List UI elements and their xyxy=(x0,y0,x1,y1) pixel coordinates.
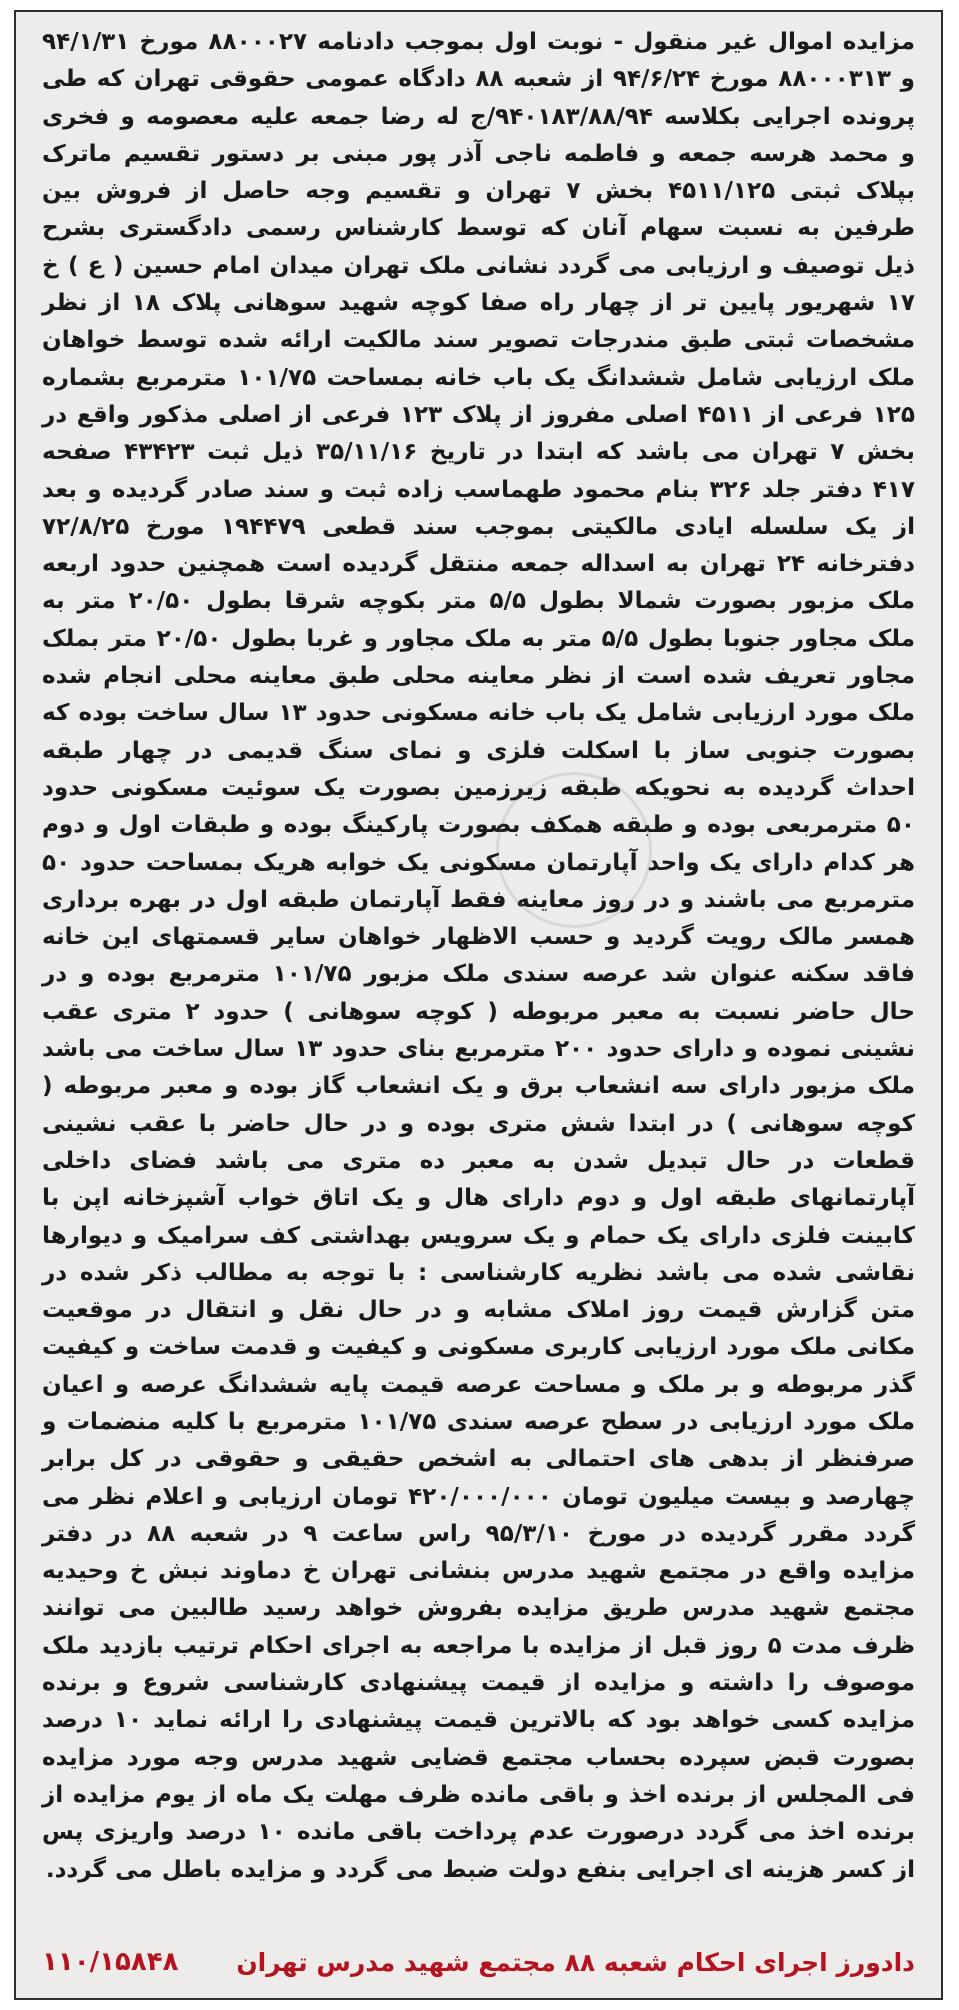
issuer-signature: دادورز اجرای احکام شعبه ۸۸ مجتمع شهید مدرس تهران xyxy=(236,1947,915,1977)
newspaper-clipping xyxy=(14,10,943,2000)
reference-number: ۱۱۰/۱۵۸۴۸ xyxy=(42,1947,179,1977)
notice-footer xyxy=(42,1936,915,1988)
auction-notice-body: مزایده اموال غیر منقول - نوبت اول بموجب دادنامه ۸۸۰۰۰۲۷ مورخ ۹۴/۱/۳۱ و ۸۸۰۰۰۳۱۳ مورخ ۹۴/۶/۲۴ از شعبه ۸۸ دادگاه عمومی حقوقی تهران که طی پرونده اجرایی بکلاسه ۹۴۰۱۸۳/۸۸/۹۴/ج له رضا جمعه علیه معصومه و فخری و محمد هرسه جمعه و فاطمه ناجی آذر پور مبنی بر دستور تقسیم ماترک بپلاک ثبتی ۴۵۱۱/۱۲۵ بخش ۷ تهران و تقسیم وجه حاصل از فروش بین طرفین به نسبت سهام آنان که توسط کارشناس رسمی دادگستری بشرح ذیل توصیف و ارزیابی می گردد نشانی ملک تهران میدان امام حسین ( ع ) خ ۱۷ شهریور پایین تر از چهار راه صفا کوچه شهید سوهانی پلاک ۱۸ از نظر مشخصات ثبتی طبق مندرجات تصویر سند مالکیت ارائه شده توسط خواهان ملک ارزیابی شامل ششدانگ یک باب خانه بمساحت ۱۰۱/۷۵ مترمربع بشماره ۱۲۵ فرعی از ۴۵۱۱ اصلی مفروز از پلاک ۱۲۳ فرعی از اصلی مذکور واقع در بخش ۷ تهران می باشد که ابتدا در تاریخ ۳۵/۱۱/۱۶ ذیل ثبت ۴۳۴۲۳ صفحه ۴۱۷ دفتر جلد ۳۲۶ بنام محمود طهماسب زاده ثبت و سند صادر گردیده و بعد از یک سلسله ایادی مالکیتی بموجب سند قطعی ۱۹۴۴۷۹ مورخ ۷۲/۸/۲۵ دفترخانه ۲۴ تهران به اسداله جمعه منتقل گردیده است همچنین حدود اربعه ملک مزبور بصورت شمالا بطول ۵/۵ متر بکوچه شرقا بطول ۲۰/۵۰ متر به ملک مجاور جنوبا بطول ۵/۵ متر به ملک مجاور و غربا بطول ۲۰/۵۰ متر بملک مجاور تعریف شده است از نظر معاینه محلی طبق معاینه محلی انجام شده ملک مورد ارزیابی شامل یک باب خانه مسکونی حدود ۱۳ سال ساخت بوده که بصورت جنوبی ساز با اسکلت فلزی و نمای سنگ قدیمی در چهار طبقه احداث گردیده به نحویکه طبقه زیرزمین بصورت یک سوئیت مسکونی حدود ۵۰ مترمربعی بوده و طبقه همکف بصورت پارکینگ بوده و طبقات اول و دوم هر کدام دارای یک واحد آپارتمان مسکونی یک خوابه هریک بمساحت حدود ۵۰ مترمربع می باشند و در روز معاینه فقط آپارتمان طبقه اول در بهره برداری همسر مالک رویت گردید و حسب الاظهار خواهان سایر قسمتهای این خانه فاقد سکنه عنوان شد عرصه سندی ملک مزبور ۱۰۱/۷۵ مترمربع بوده و در حال حاضر نسبت به معبر مربوطه ( کوچه سوهانی ) حدود ۲ متری عقب نشینی نموده و دارای حدود ۲۰۰ مترمربع بنای حدود ۱۳ سال ساخت می باشد ملک مزبور دارای سه انشعاب برق و یک انشعاب گاز بوده و معبر مربوطه ( کوچه سوهانی ) در ابتدا شش متری بوده و در حال حاضر با عقب نشینی قطعات در حال تبدیل شدن به معبر ده متری می باشد فضای داخلی آپارتمانهای طبقه اول و دوم دارای هال و یک اتاق خواب آشپزخانه اپن با کابینت فلزی دارای یک حمام و یک سرویس بهداشتی کف سرامیک و دیوارها نقاشی شده می باشد نظریه کارشناسی : با توجه به مطالب ذکر شده در متن گزارش قیمت روز املاک مشابه و در حال نقل و انتقال در موقعیت مکانی ملک مورد ارزیابی کاربری مسکونی و کیفیت و قدمت ساخت و کیفیت گذر مربوطه و بر ملک و مساحت عرصه قیمت پایه ششدانگ عرصه و اعیان ملک مورد ارزیابی در سطح عرصه سندی ۱۰۱/۷۵ مترمربع با کلیه منضمات و صرفنظر از بدهی های احتمالی به اشخص حقیقی و حقوقی در کل برابر چهارصد و بیست میلیون تومان ۴۲۰/۰۰۰/۰۰۰ تومان ارزیابی و اعلام نظر می گردد مقرر گردیده در مورخ ۹۵/۳/۱۰ راس ساعت ۹ در شعبه ۸۸ در دفتر مزایده واقع در مجتمع شهید مدرس بنشانی تهران خ دماوند نبش خ وحیدیه مجتمع شهید مدرس طریق مزایده بفروش خواهد رسید طالبین می توانند ظرف مدت ۵ روز قبل از مزایده با مراجعه به اجرای احکام ترتیب بازدید ملک موصوف را داشته و مزایده از قیمت پیشنهادی کارشناسی شروع و برنده مزایده کسی خواهد بود که بالاترین قیمت پیشنهادی را ارائه نماید ۱۰ درصد بصورت قبض سپرده بحساب مجتمع قضایی شهید مدرس وجه مورد مزایده فی المجلس از برنده اخذ و باقی مانده ظرف مهلت یک ماه از یوم مزایده از برنده اخذ می گردد درصورت عدم پرداخت باقی مانده ۱۰ درصد واریزی پس از کسر هزینه ای اجرایی بنفع دولت ضبط می گردد و مزایده باطل می گردد. xyxy=(42,29,916,1883)
